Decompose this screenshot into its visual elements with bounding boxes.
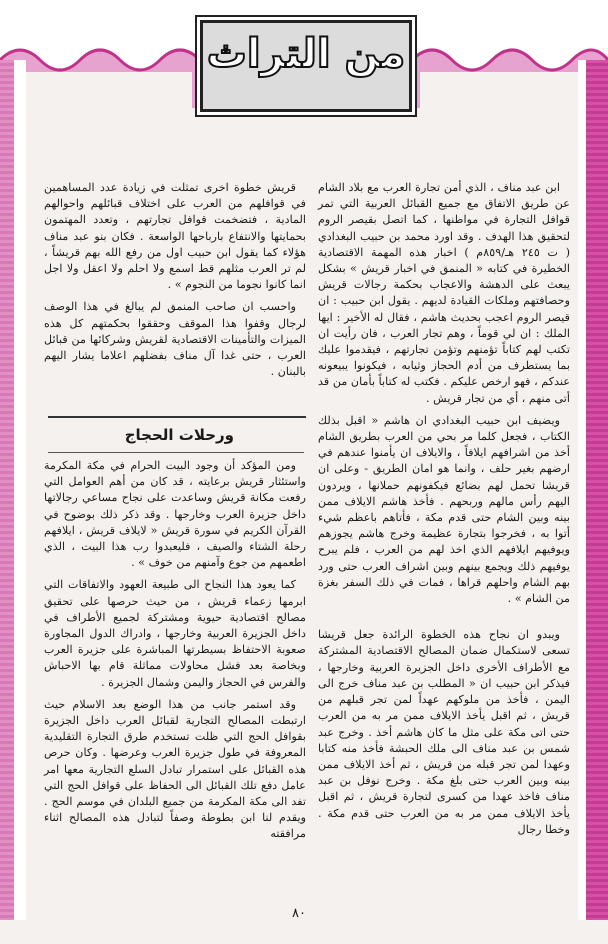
left-column-lower xyxy=(44,458,306,849)
left-paragraph-1: قريش خطوة اخرى تمثلت في زيادة عدد المساهمين في قوافلهم من العرب على اختلاف قبائلهم واحوالهم المادية ، فتضخمت قوافل تجارتهم ، وتعدد المهتمون بحمايتها والانتفاع بارباحها الواسعة . فكان بنو عبد مناف هؤلاء كما يقول ابن حبيب اول من رفع الله بهم قريشاً ، لم تر العرب مثلهم قط اسمع ولا احلم ولا اعقل ولا اجل انما كانوا نجوما من النجوم » . xyxy=(44,181,306,292)
right-border-stripe xyxy=(586,60,608,920)
section-heading: ورحلات الحجاج xyxy=(124,426,234,444)
right-paragraph-2: ويضيف ابن حبيب البغدادي ان هاشم « اقبل بذلك الكتاب ، فجعل كلما مر بحي من العرب بطريق الشام أخذ من اشرافهم ايلافاً ، والايلاف ان يأمنوا عندهم في ارضهم بغير حلف ، وانما هو امان الطريق - وعلى ان قريشا تحمل لهم بضائع فيكفونهم حملانها ، ويردون اليهم رأس مالهم وربحهم . فأخذ هاشم الايلاف ممن بينه وبين الشام حتى قدم مكة ، فأتاهم باعظم شيء أتوا به ، فخرجوا بتجارة عظيمة وخرج هاشم يجوزهم ويوفيهم ايلافهم الذي اخذ لهم من العرب ، فلم يبرح يوفيهم ذلك ويجمع بينهم وبين اشراف العرب حتى ورد بهم الشام واحلهم قراها ، فمات في ذلك السفر بغزة من الشام » . xyxy=(318,413,570,606)
right-column xyxy=(318,180,570,844)
left-paragraph-5: وقد استمر جانب من هذا الوضع بعد الاسلام حيث ارتبطت المصالح التجارية لقبائل العرب داخل الجزيرة بقوافل الحج التي ظلت تستخدم طرق التجارة التقليدية المعروفة في طول جزيرة العرب وعرضها . وكان حرص هذه القبائل على استمرار تبادل السلع التجارية معها امر عامل دفع تلك القبائل الى الحفاظ على قوافل الحج التي تفد الى مكة المكرمة من جميع البلدان في موسم الحج . ويقدم لنا ابن بطوطة وصفاً لتبادل هذه المصالح اثناء مرافقته xyxy=(44,697,306,841)
heritage-banner xyxy=(200,20,412,112)
right-paragraph-3: ويبدو ان نجاح هذه الخطوة الرائدة جعل قريشا تسعى لاستكمال ضمان المصالح الاقتصادية المشتركة مع الأطراف الأخرى داخل الجزيرة العربية وخارجها ، فيذكر ابن حبيب ان « المطلب بن عبد مناف خرج الى اليمن ، فأخذ من ملوكهم عهداً لمن تجر قبلهم من قريش ، ثم اقبل يأخذ الايلاف ممن مر به من العرب حتى اتى مكة على مثل ما كان هاشم أخذ . وخرج عبد شمس بن عبد مناف الى ملك الحبشة فأخذ منه كتابا وعهدا لمن تجر قبله من قريش ، ثم أخذ الايلاف ممن بينه وبين العرب حتى بلغ مكة . وخرج نوفل بن عبد مناف فاخذ عهدا من كسرى لتجارة قريش ، ثم اقبل يأخذ الايلاف ممن مر به من العرب حتى قدم مكة . وخطا رجال xyxy=(318,628,570,836)
section-heading-box xyxy=(48,416,306,454)
section-divider xyxy=(48,452,304,453)
page-number: ٨٠ xyxy=(292,906,306,921)
banner-title: من التراث xyxy=(206,31,406,77)
left-paragraph-4: كما يعود هذا النجاح الى طبيعة العهود والاتفاقات التي ابرمها زعماء قريش ، من حيث حرصها على تحقيق مصالح اقتصادية حيوية ومشتركة لجميع الأطراف في داخل الجزيرة العربية وخارجها ، وادراك الدول المجاورة صعوبة الاحتفاظ بسيطرتها المباشرة على جزيرة العرب وبخاصة بعد فشل محاولات مماثلة قام بها الاحباش والفرس في الحجاز واليمن وشمال الجزيرة . xyxy=(44,578,306,689)
right-border-gap xyxy=(578,60,586,920)
left-border-gap xyxy=(14,60,26,920)
left-border-stripe xyxy=(0,60,14,920)
left-paragraph-3: ومن المؤكد أن وجود البيت الحرام في مكة المكرمة واستئثار قريش برعايته ، قد كان من أهم العوامل التي رفعت مكانة قريش وساعدت على نجاح مساعي رجالاتها داخل جزيرة العرب وخارجها . وقد ذكر ذلك بوضوح في القرآن الكريم في سورة قريش « لايلاف قريش ، ايلافهم رحلة الشتاء والصيف ، فليعبدوا رب هذا البيت ، الذي اطعمهم من جوع وآمنهم من خوف » . xyxy=(44,459,306,570)
left-paragraph-2: واحسب ان صاحب المنمق لم يبالغ في هذا الوصف لرجال وقفوا هذا الموقف وحققوا بحكمتهم كل هذه الميزات والتأمينات الاقتصادية لقريش وشركائها من قبائل العرب ، حتى غدا آل مناف بفضلهم اعلاما يشار اليهم بالبنان . xyxy=(44,300,306,379)
right-paragraph-1: ابن عبد مناف ، الذي أمن تجارة العرب مع بلاد الشام عن طريق الاتفاق مع جميع القبائل العربية التي تمر قوافل التجارة في مواطنها ، كما اتصل بقيصر الروم لتحقيق هذا الهدف . وقد اورد محمد بن حبيب البغدادي ( ت ٢٤٥ هـ/٨٥٩م ) اخبار هذه المهمة الاقتصادية الخطيرة في كتابه « المنمق في اخبار قريش » بشكل يبعث على الدهشة والاعجاب بحكمة رجالات قريش وحصافتهم وملكات القيادة لديهم . يقول ابن حبيب : ان قيصر الروم اعجب بحديث هاشم ، فقال له الأخير : ايها الملك : ان لي قوماً ، وهم تجار العرب ، فان رأيت ان تكتب لهم كتاباً تؤمنهم وتؤمن تجارتهم ، فيقدموا عليك بما يستطرف من أدم الحجاز وثيابه ، فيكونوا يبيعونه عندكم ، فهو ارخص عليكم . فكتب له كتاباً بأمان من قد أتى منهم ، أي من تجار قريش . xyxy=(318,181,570,405)
left-column-upper xyxy=(44,180,306,386)
